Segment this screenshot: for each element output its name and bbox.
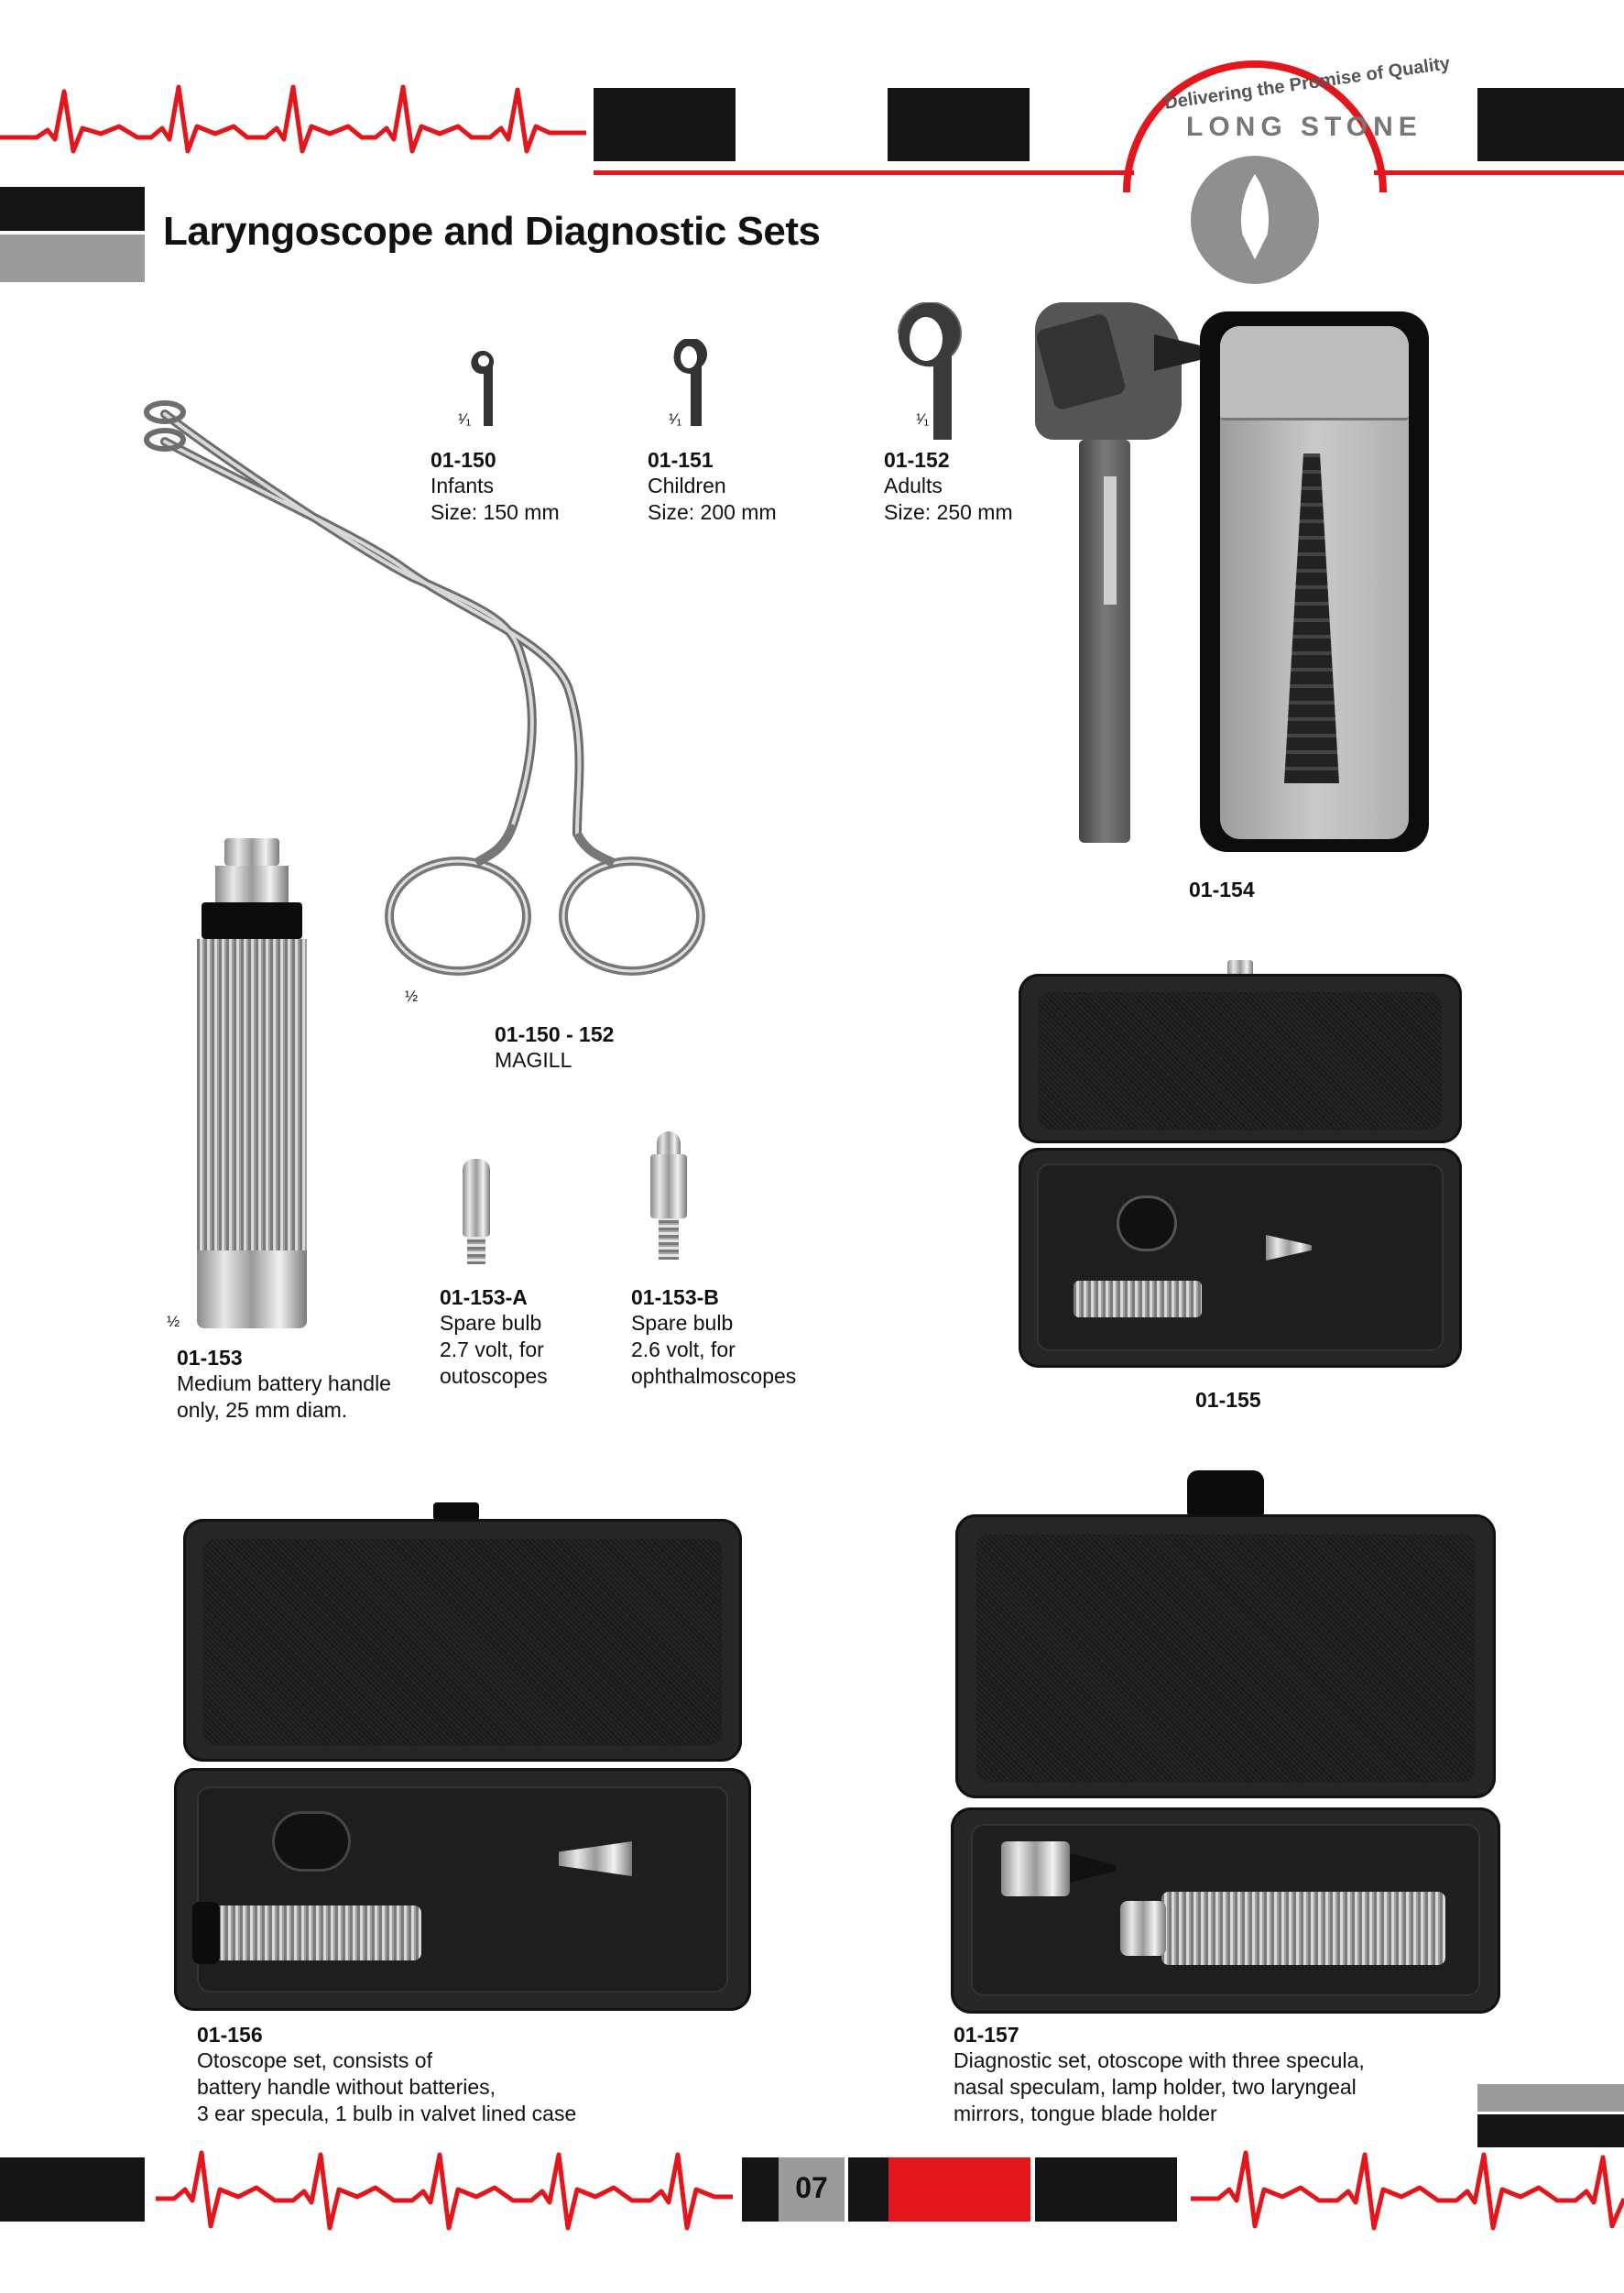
- set-155-tray: [1037, 1163, 1444, 1351]
- title-bar-grey: [0, 235, 145, 282]
- handle-code: 01-153: [177, 1346, 243, 1370]
- handle-desc: [177, 1370, 391, 1424]
- set-155-code: 01-155: [1195, 1388, 1261, 1412]
- footer-bar-page-left: [742, 2157, 779, 2222]
- handle-base: [197, 1250, 307, 1328]
- handle-top-cap: [224, 838, 279, 866]
- blade-children-scale: ¹⁄₁: [669, 410, 682, 428]
- logo-tagline: Delivering the Promise of Quality: [1162, 53, 1452, 114]
- otoscope-pouch-code: 01-154: [1189, 878, 1255, 901]
- set-157-lid-foam: [976, 1534, 1475, 1782]
- set-155-head: [1119, 1198, 1174, 1249]
- blade-adults-type: Adults: [884, 474, 943, 497]
- footer-bar-mid: [1035, 2157, 1177, 2222]
- footer-bar-page-right: [848, 2157, 888, 2222]
- blade-infants-type: Infants: [431, 474, 495, 497]
- set-156-line2: battery handle without batteries,: [197, 2075, 496, 2099]
- set-156-code: 01-156: [197, 2023, 263, 2047]
- set-156-image: [174, 1502, 751, 2015]
- blade-infants-scale: ¹⁄₁: [458, 410, 472, 428]
- header-bar-1: [594, 88, 736, 161]
- set-155-image: [1019, 960, 1462, 1372]
- set-156-handle: [211, 1905, 421, 1960]
- footer-red-block: [888, 2157, 1030, 2222]
- bulb-a-desc: [440, 1310, 548, 1390]
- footer-bar-left: [0, 2157, 145, 2222]
- set-157-latch: [1187, 1470, 1264, 1516]
- set-156-lid-foam: [203, 1539, 722, 1745]
- bulb-b-desc: [631, 1310, 796, 1390]
- set-156-line3: 3 ear specula, 1 bulb in valvet lined case: [197, 2102, 577, 2125]
- magill-scale: ½: [405, 988, 419, 1005]
- blade-adults-code: 01-152: [884, 448, 950, 472]
- set-156-head: [275, 1814, 348, 1869]
- blade-adults-size: Size: 250 mm: [884, 500, 1013, 524]
- bulb-a-line1: Spare bulb: [440, 1311, 542, 1335]
- handle-ring: [202, 902, 302, 939]
- set-157-handle: [1161, 1892, 1445, 1965]
- set-156-line1: Otoscope set, consists of: [197, 2048, 432, 2072]
- handle-scale: ½: [167, 1313, 180, 1330]
- pouch-flap: [1220, 326, 1409, 420]
- header-red-line-right: [1374, 170, 1624, 175]
- bulb-b-code: 01-153-B: [631, 1285, 719, 1309]
- blade-infants-size: Size: 150 mm: [431, 500, 560, 524]
- set-156-latch: [433, 1502, 479, 1521]
- otoscope-pouch-image: [1017, 293, 1429, 861]
- magill-code: 01-150 - 152: [495, 1022, 615, 1046]
- bulb-b-line2: 2.6 volt, for: [631, 1338, 736, 1361]
- blade-adults-image: [893, 302, 966, 449]
- footer-grey-right: [1477, 2084, 1624, 2112]
- set-157-head: [1001, 1841, 1070, 1896]
- bulb-b-line1: Spare bulb: [631, 1311, 734, 1335]
- blade-children-type: Children: [648, 474, 726, 497]
- heartbeat-line-top: [0, 73, 586, 156]
- bulb-a-line2: 2.7 volt, for: [440, 1338, 544, 1361]
- bulb-a-thread: [467, 1237, 485, 1264]
- bulb-b-line3: ophthalmoscopes: [631, 1364, 797, 1388]
- bulb-a-code: 01-153-A: [440, 1285, 528, 1309]
- otoscope-clip: [1104, 476, 1117, 605]
- bulb-b-thread: [659, 1218, 679, 1260]
- blade-adults-scale: ¹⁄₁: [916, 410, 930, 428]
- blade-adults-desc: [884, 473, 1013, 526]
- set-157-line1: Diagnostic set, otoscope with three specula,: [954, 2048, 1365, 2072]
- page-title: Laryngoscope and Diagnostic Sets: [163, 209, 821, 254]
- logo: [1099, 53, 1452, 293]
- handle-desc-line2: only, 25 mm diam.: [177, 1398, 348, 1422]
- bulb-b-image: [646, 1131, 692, 1269]
- blade-infants-code: 01-150: [431, 448, 496, 472]
- heartbeat-line-bottom-right: [1191, 2144, 1624, 2235]
- set-155-handle: [1074, 1281, 1202, 1317]
- header-red-line: [594, 170, 1134, 175]
- set-156-tray: [197, 1786, 728, 1993]
- battery-handle-image: [183, 838, 321, 1333]
- set-157-line3: mirrors, tongue blade holder: [954, 2102, 1217, 2125]
- set-156-handle-cap: [192, 1902, 220, 1964]
- header-bar-2: [888, 88, 1030, 161]
- bulb-a-image: [458, 1159, 495, 1269]
- bulb-b-glass: [657, 1131, 681, 1154]
- bulb-a-body: [463, 1159, 490, 1237]
- set-155-lid-foam: [1039, 992, 1442, 1130]
- set-157-image: [951, 1470, 1500, 2015]
- bulb-b-body: [650, 1154, 687, 1218]
- otoscope-tip: [1154, 334, 1200, 371]
- magill-name: MAGILL: [495, 1048, 572, 1072]
- handle-neck: [215, 866, 289, 902]
- set-157-handle-cap: [1120, 1901, 1166, 1956]
- heartbeat-line-bottom-left: [156, 2144, 733, 2235]
- logo-brand: LONG STONE: [1186, 112, 1422, 142]
- title-bar-dark: [0, 187, 145, 231]
- handle-grip: [197, 939, 307, 1250]
- set-157-code: 01-157: [954, 2023, 1019, 2047]
- header-bar-3: [1477, 88, 1624, 161]
- bulb-a-line3: outoscopes: [440, 1364, 548, 1388]
- blade-children-size: Size: 200 mm: [648, 500, 777, 524]
- footer-dark-right-top: [1477, 2114, 1624, 2147]
- handle-desc-line1: Medium battery handle: [177, 1371, 391, 1395]
- set-157-line2: nasal speculam, lamp holder, two laryngeal: [954, 2075, 1357, 2099]
- set-156-desc: [197, 2047, 576, 2127]
- set-157-desc: [954, 2047, 1365, 2127]
- page-number: 07: [795, 2171, 828, 2204]
- blade-children-code: 01-151: [648, 448, 714, 472]
